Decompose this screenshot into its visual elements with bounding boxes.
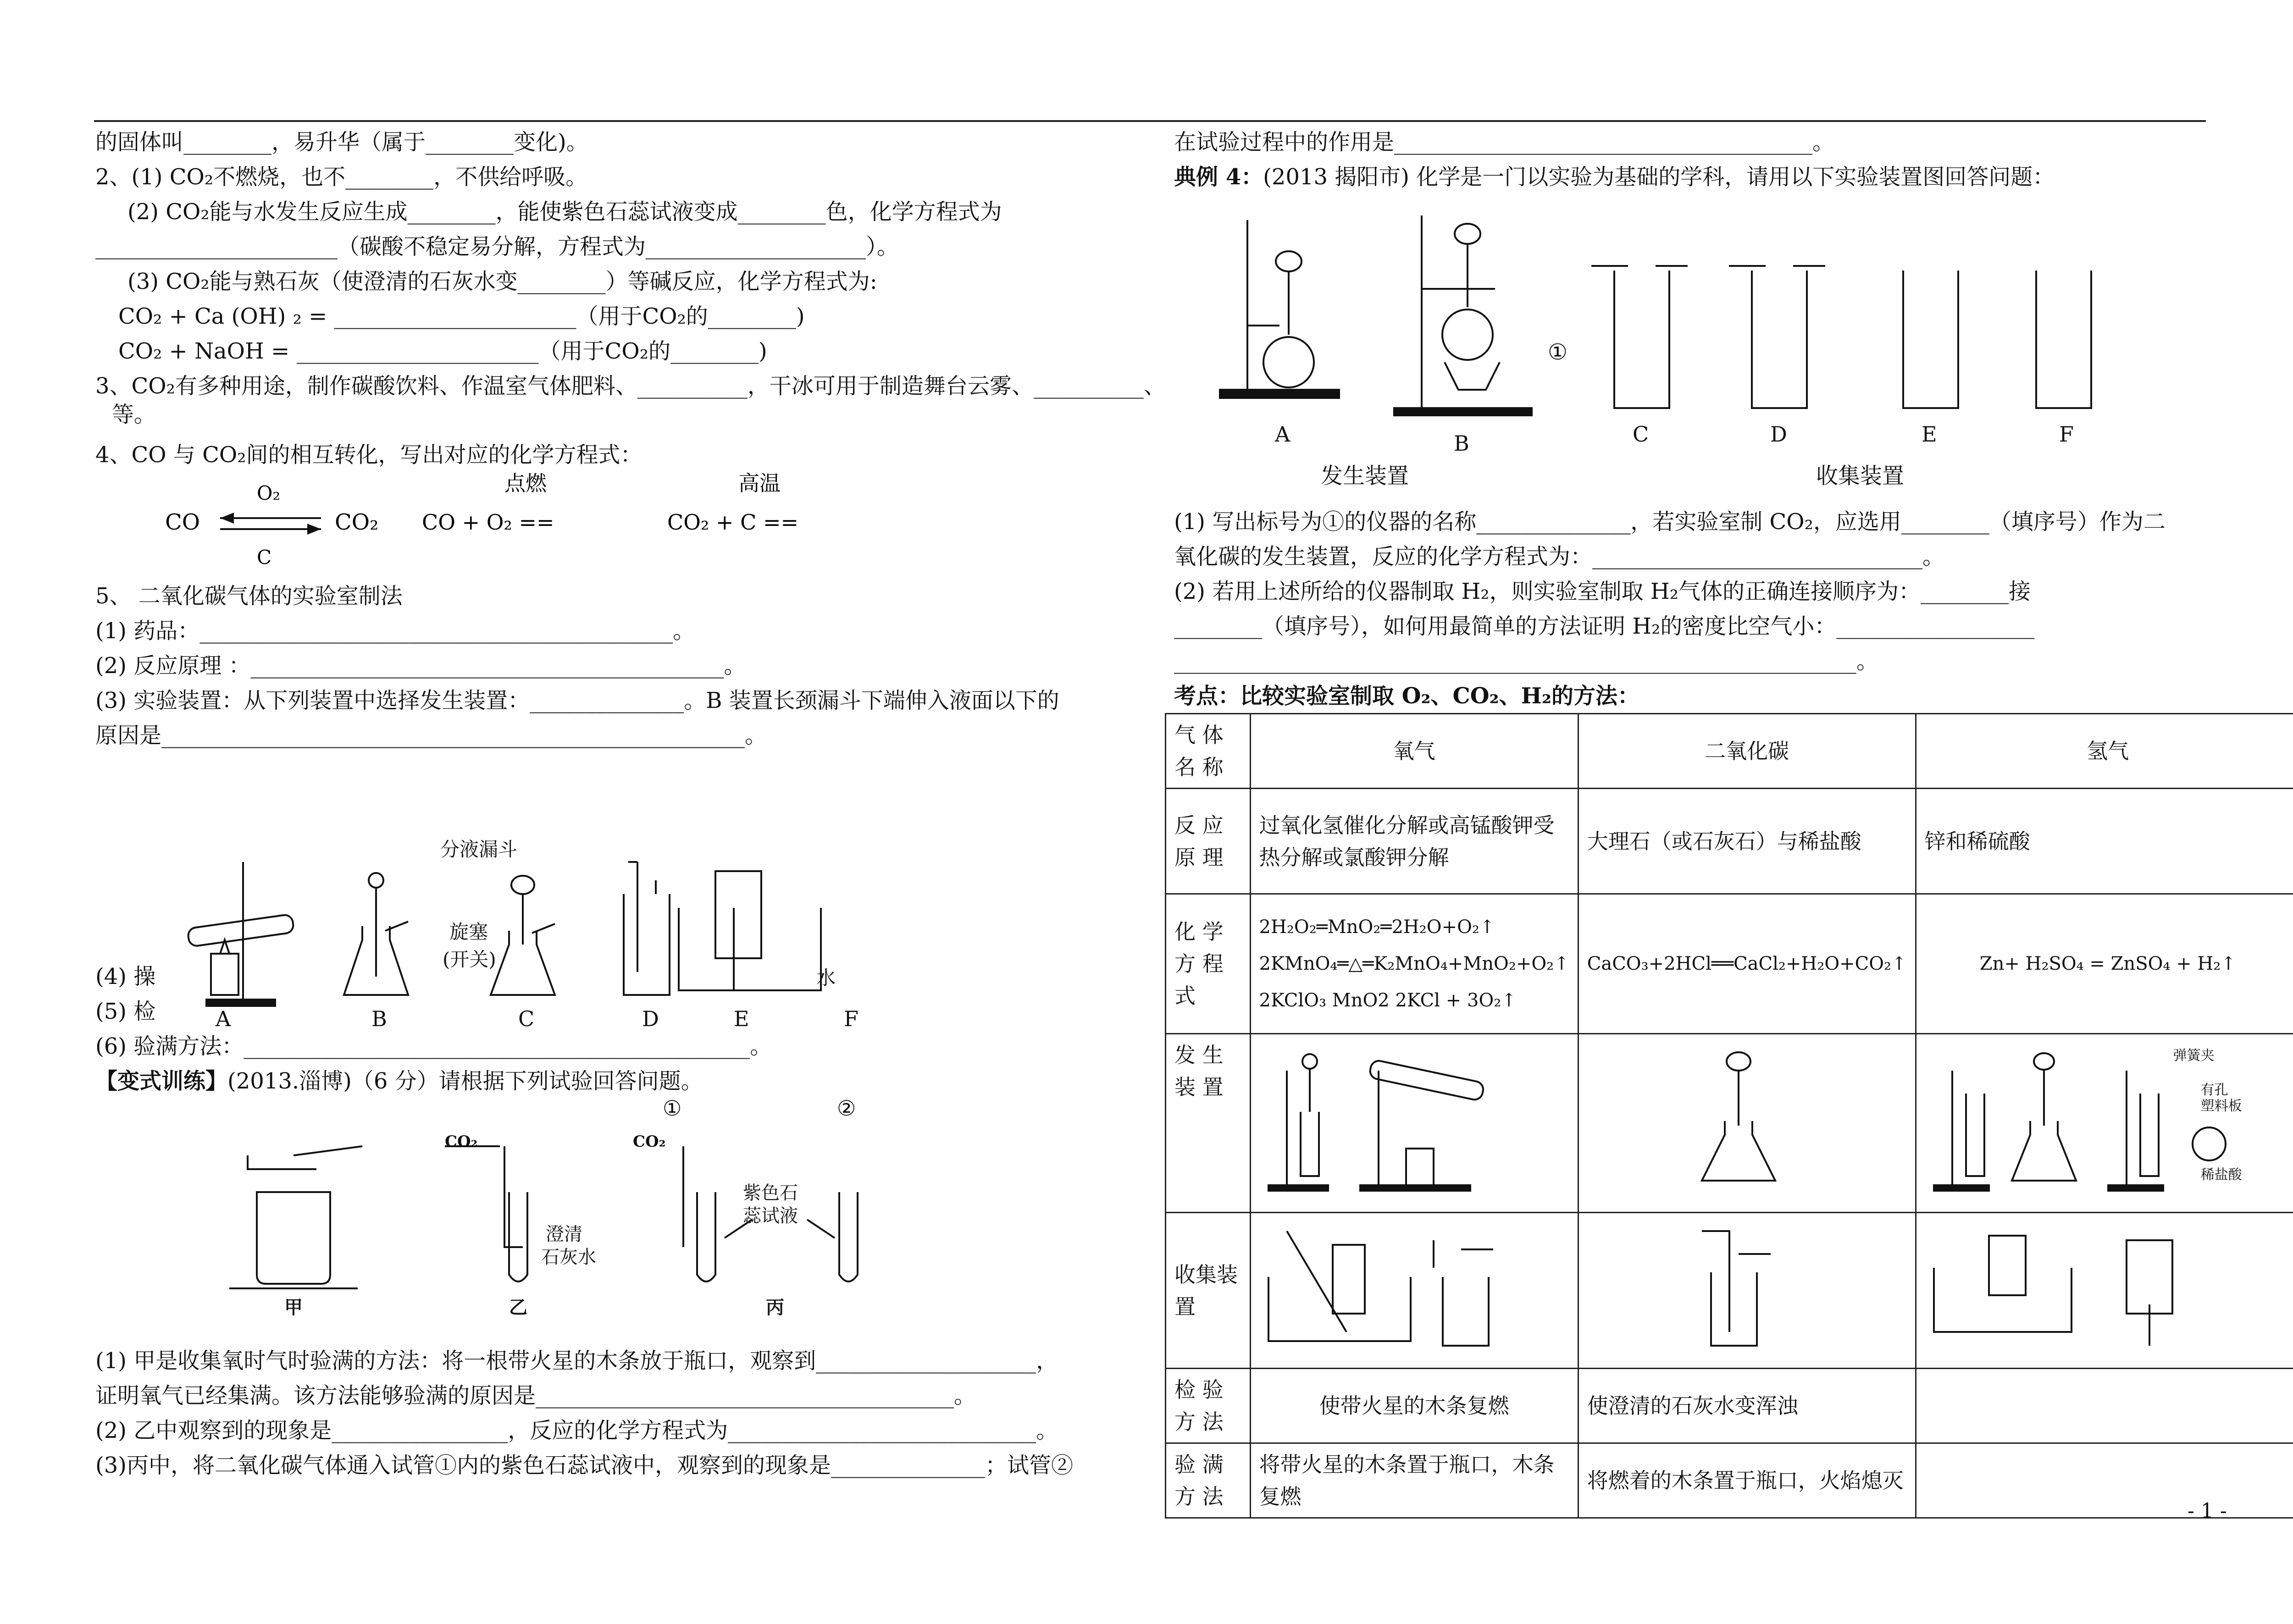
limewater-label-2: 石灰水	[541, 1247, 596, 1268]
text-line: (1) 写出标号为①的仪器的名称______________，若实验室制 CO₂，应选用________（填序号）作为二	[1174, 509, 2166, 535]
text-line: 氧化碳的发生装置，反应的化学方程式为：______________________________。	[1174, 544, 1945, 569]
cell-h2	[1916, 1443, 2293, 1518]
cell-o2-collection	[1250, 1213, 1578, 1369]
table-row	[1166, 1369, 2293, 1443]
co2-arrow-label-2: CO₂	[633, 1132, 666, 1151]
text-line: (4) 操	[95, 964, 156, 989]
cell-o2: 将带火星的木条置于瓶口，木条复燃	[1250, 1443, 1578, 1518]
text-line: 的固体叫________，易升华（属于________变化)。	[95, 129, 588, 155]
table-row	[1166, 1034, 2293, 1213]
perforated-label-1: 有孔	[2200, 1082, 2228, 1098]
perforated-label-2: 塑料板	[2200, 1098, 2242, 1114]
text-line: ________（填序号），如何用最简单的方法证明 H₂的密度比空气小：__________________	[1174, 613, 2035, 639]
text-line: CO₂ + Ca (OH) ₂ = ______________________（用于CO₂的________)	[118, 304, 805, 329]
cell-o2: 氧气	[1250, 714, 1578, 789]
cell-o2: 使带火星的木条复燃	[1250, 1369, 1578, 1443]
cell-co2: CaCO₃+2HCl══CaCl₂+H₂O+CO₂↑	[1578, 894, 1916, 1034]
circle-1-label: ①	[1548, 339, 1568, 365]
apparatus-drawing-right	[1211, 215, 2174, 426]
cell-o2: 过氧化氢催化分解或高锰酸钾受热分解或氯酸钾分解	[1250, 789, 1578, 894]
equation-2: CO₂ + C ==	[667, 510, 799, 535]
litmus-label-1: 紫色石	[743, 1182, 798, 1204]
apparatus-figure-right	[1211, 215, 2174, 456]
row-label: 检 验 方 法	[1166, 1369, 1251, 1443]
equation-1: CO + O₂ ==	[422, 510, 554, 535]
text-line: 4、CO 与 CO₂间的相互转化，写出对应的化学方程式：	[95, 442, 642, 468]
text-line: (2) 反应原理 ：___________________________________________。	[95, 653, 746, 679]
cell-co2: 大理石（或石灰石）与稀盐酸	[1578, 789, 1916, 894]
text-line: (3) CO₂能与熟石灰（使澄清的石灰水变________）等碱反应，化学方程式为:	[127, 269, 877, 294]
text-line: (2) 若用上述所给的仪器制取 H₂，则实验室制取 H₂气体的正确连接顺序为：________接	[1174, 579, 2031, 604]
text-line: 证明氧气已经集满。该方法能够验满的原因是______________________________________。	[95, 1383, 976, 1409]
app-label-a: A	[1275, 422, 1291, 447]
text-line: (3) 实验装置：从下列装置中选择发生装置：______________。B 装置长颈漏斗下端伸入液面以下的	[95, 688, 1059, 713]
row-label: 收集装 置	[1166, 1213, 1251, 1369]
cell-h2-apparatus	[1916, 1034, 2293, 1213]
cell-o2-apparatus	[1250, 1034, 1578, 1213]
text-line: (2) CO₂能与水发生反应生成________，能使紫色石蕊试液变成________色，化学方程式为	[127, 199, 1002, 225]
variant-figure	[229, 1096, 963, 1322]
text-line: (3)丙中，将二氧化碳气体通入试管①内的紫色石蕊试液中，观察到的现象是______________；试管②	[95, 1453, 1073, 1478]
row-label: 气 体 名 称	[1166, 714, 1251, 789]
text-line: 3、CO₂有多种用途，制作碳酸饮料、作温室气体肥料、__________，干冰可用于制造舞台云雾、__________、	[95, 373, 1166, 399]
text-line: ______________________________________________________________。	[1174, 648, 1879, 674]
header-rule	[94, 120, 2206, 122]
hightemp-condition: 高温	[738, 471, 781, 496]
variant-title: 【变式训练】	[95, 1068, 228, 1094]
app-label-e: E	[1922, 422, 1937, 447]
equation-h2o2: 2H₂O₂═MnO₂═2H₂O+O₂↑	[1259, 917, 1495, 938]
label-c: C	[518, 1006, 535, 1031]
cell-h2: 锌和稀硫酸	[1916, 789, 2293, 894]
comparison-table	[1165, 713, 2293, 1519]
bing-label: 丙	[766, 1297, 784, 1318]
variant-intro: (2013.淄博)（6 分）请根据下列试验回答问题。	[227, 1068, 703, 1094]
tube-1-label: ①	[663, 1096, 682, 1121]
app-label-b: B	[1454, 431, 1469, 456]
jia-label: 甲	[284, 1297, 303, 1318]
app-label-d: D	[1770, 422, 1787, 447]
text-line: ______________________（碳酸不稳定易分解，方程式为____________________）。	[95, 234, 899, 260]
text-line: (6) 验满方法：______________________________________________。	[95, 1033, 772, 1059]
spring-clip-label: 弹簧夹	[2173, 1048, 2215, 1064]
o2-reagent-label: O₂	[257, 482, 281, 504]
label-e: E	[734, 1006, 749, 1031]
text-line: (2) 乙中观察到的现象是________________，反应的化学方程式为____________________________。	[95, 1418, 1058, 1443]
cell-h2: Zn+ H₂SO₄ = ZnSO₄ + H₂↑	[1916, 894, 2293, 1034]
conversion-arrows	[165, 471, 853, 573]
co2-label: CO₂	[335, 509, 379, 535]
text-line: 在试验过程中的作用是______________________________________。	[1174, 129, 1835, 155]
row-label: 验 满 方 法	[1166, 1443, 1251, 1518]
c-reagent-label: C	[257, 546, 272, 569]
section-title: 5、 二氧化碳气体的实验室制法	[95, 583, 403, 609]
tube-2-label: ②	[837, 1096, 856, 1121]
text-line: 原因是_____________________________________________________。	[95, 723, 767, 748]
valve-label: 旋塞	[449, 921, 488, 943]
dilute-acid-label: 稀盐酸	[2200, 1167, 2242, 1183]
example-title: 典例 4：	[1174, 164, 1263, 190]
limewater-label-1: 澄清	[546, 1224, 582, 1245]
text-line: (1) 药品：___________________________________________。	[95, 618, 695, 644]
co2-collection-drawing	[1587, 1222, 1881, 1350]
cell-co2-collection	[1578, 1213, 1916, 1369]
table-row	[1166, 894, 2293, 1034]
text-line: 等。	[112, 402, 156, 427]
cell-h2: 氢气	[1916, 714, 2293, 789]
table-row	[1166, 789, 2293, 894]
table-row	[1166, 714, 2293, 789]
co2-generator-drawing	[1587, 1043, 1881, 1194]
cell-co2: 使澄清的石灰水变浑浊	[1578, 1369, 1916, 1443]
row-label: 发 生 装 置	[1166, 1034, 1251, 1213]
table-row	[1166, 1213, 2293, 1369]
litmus-label-2: 蕊试液	[743, 1205, 798, 1226]
text-line: CO₂ + NaOH = ______________________（用于CO₂的________)	[118, 338, 767, 364]
label-d: D	[642, 1006, 659, 1031]
cell-h2	[1916, 1369, 2293, 1443]
table-row	[1166, 1443, 2293, 1518]
water-label: 水	[816, 967, 836, 989]
example-intro: (2013 揭阳市) 化学是一门以实验为基础的学科，请用以下实验装置图回答问题：	[1263, 164, 2055, 190]
cell-co2: 将燃着的木条置于瓶口，火焰熄灭	[1578, 1443, 1916, 1518]
row-label: 化 学 方 程 式	[1166, 894, 1251, 1034]
cell-h2-collection	[1916, 1213, 2293, 1369]
equation-kclo3: 2KClO₃ MnO2 2KCl + 3O₂↑	[1259, 990, 1517, 1011]
cell-co2-apparatus	[1578, 1034, 1916, 1213]
variant-drawing	[229, 1100, 963, 1320]
app-label-c: C	[1633, 422, 1649, 447]
label-a: A	[216, 1006, 231, 1031]
page-number: - 1 -	[2188, 1499, 2227, 1523]
label-b: B	[371, 1006, 387, 1031]
text-line: (1) 甲是收集氧时气时验满的方法：将一根带火星的木条放于瓶口，观察到____________________，	[95, 1348, 1058, 1374]
text-line: (5) 检	[95, 999, 156, 1024]
app-label-f: F	[2059, 422, 2074, 447]
generator-caption: 发生装置	[1321, 463, 1409, 489]
yi-label: 乙	[509, 1297, 527, 1318]
co-co2-conversion	[165, 471, 853, 575]
switch-label: (开关)	[443, 948, 496, 971]
funnel-label: 分液漏斗	[440, 838, 518, 861]
cell-co2: 二氧化碳	[1578, 714, 1916, 789]
o2-collection-drawing	[1259, 1222, 1516, 1350]
equation-kmno4: 2KMnO₄═△═K₂MnO₄+MnO₂+O₂↑	[1259, 953, 1569, 974]
cell-o2-equations	[1250, 894, 1578, 1034]
co2-arrow-label-1: CO₂	[445, 1132, 478, 1151]
text-line: 2、(1) CO₂不燃烧，也不________，不供给呼吸。	[95, 164, 588, 190]
collector-caption: 收集装置	[1816, 463, 1905, 489]
ignite-condition: 点燃	[504, 471, 547, 496]
label-f: F	[844, 1006, 858, 1031]
table-heading: 考点：比较实验室制取 O₂、CO₂、H₂的方法：	[1174, 683, 1639, 709]
apparatus-figure-left	[179, 838, 867, 1038]
h2-collection-drawing	[1925, 1222, 2282, 1350]
o2-generator-drawing	[1259, 1043, 1516, 1194]
co-label: CO	[165, 509, 200, 535]
row-label: 反 应 原 理	[1166, 789, 1251, 894]
